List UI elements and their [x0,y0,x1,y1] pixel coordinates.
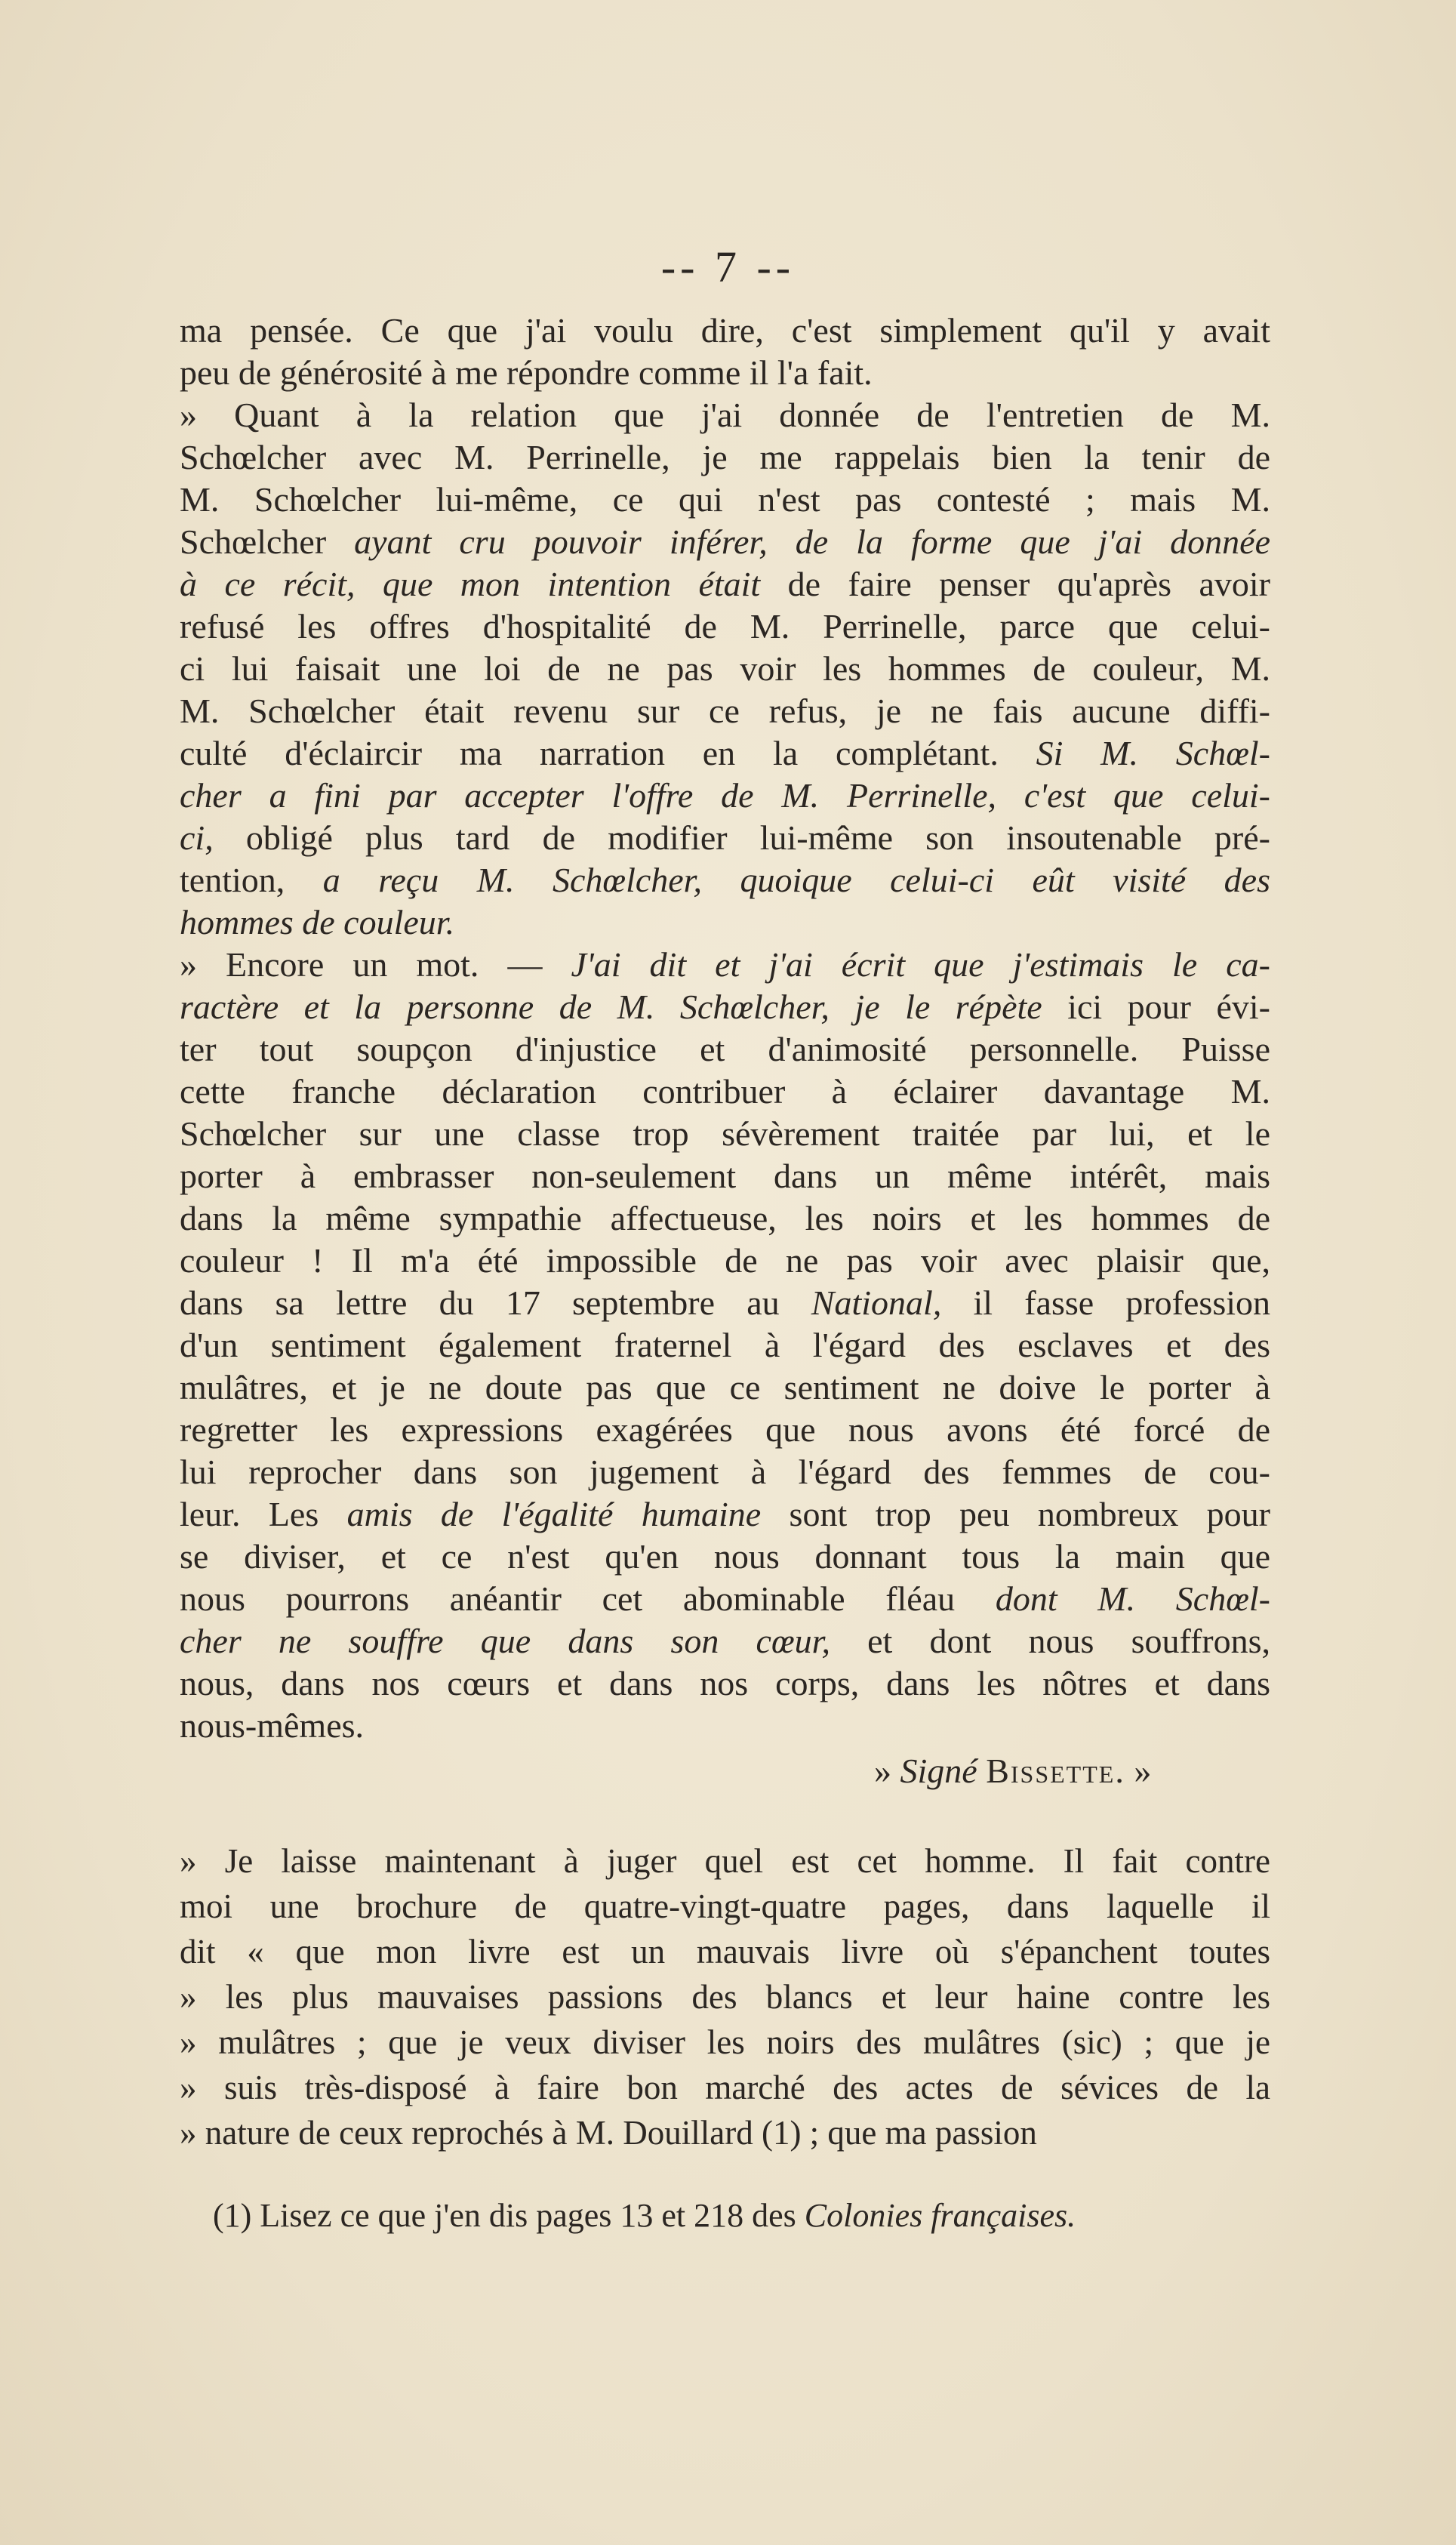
italic-text: hommes de couleur. [180,903,455,941]
text-line [180,775,1270,817]
text-line [180,563,1270,605]
italic-text: a reçu M. Schœlcher, quoique celui-ci eût visité des [322,861,1271,899]
text-segment: lui reprocher dans son jugement à l'égard des femmes de cou- [180,1453,1270,1491]
text-line [180,1240,1270,1282]
text-line [180,1409,1270,1451]
text-segment: d'un sentiment également fraternel à l'égard des esclaves et des [180,1326,1270,1364]
text-segment: M. Schœlcher était revenu sur ce refus, je ne fais aucune diffi- [180,692,1270,730]
text-line: » suis très-disposé à faire bon marché des actes de sévices de la [180,2069,1270,2106]
text-line: moi une brochure de quatre-vingt-quatre pages, dans laquelle il [180,1887,1270,1925]
footnote-title: Colonies françaises. [804,2197,1076,2234]
text-line: » les plus mauvaises passions des blancs et leur haine contre les [180,1978,1270,2016]
text-segment: leur. Les [180,1495,347,1533]
italic-text: ci, [180,818,214,857]
text-line [180,1493,1270,1536]
text-segment: tention, [180,861,323,899]
text-segment: regretter les expressions exagérées que nous avons été forcé de [180,1410,1270,1449]
text-line: » mulâtres ; que je veux diviser les noirs des mulâtres (sic) ; que je [180,2023,1270,2061]
text-segment: » Quant à la relation que j'ai donnée de l'entretien de M. [180,396,1270,434]
text-line [180,1451,1270,1493]
text-line: dit « que mon livre est un mauvais livre où s'épanchent toutes [180,1933,1270,1970]
text-segment: Schœlcher [180,522,355,561]
text-segment: cette franche déclaration contribuer à éclairer davantage M. [180,1072,1270,1111]
text-segment: refusé les offres d'hospitalité de M. Perrinelle, parce que celui- [180,607,1270,645]
text-line [180,944,1270,986]
signature-signe: Signé [900,1752,977,1790]
text-line [180,648,1270,690]
italic-text: à ce récit, que mon intention était [180,565,761,603]
text-segment: se diviser, et ce n'est qu'en nous donnant tous la main que [180,1537,1270,1576]
text-line [180,1536,1270,1578]
text-segment: peu de générosité à me répondre comme il l'a fait. [180,353,873,392]
text-segment: nous-mêmes. [180,1706,365,1745]
text-line [180,1620,1270,1662]
text-line [180,1113,1270,1155]
text-line [180,479,1270,521]
text-line [180,1197,1270,1240]
text-line [180,1282,1270,1324]
italic-text: amis de l'égalité humaine [346,1495,762,1533]
footnote [213,2193,1076,2238]
text-line [180,1071,1270,1113]
text-segment: ma pensée. Ce que j'ai voulu dire, c'est simplement qu'il y avait [180,311,1270,350]
page-number: -- 7 -- [660,242,796,291]
footnote-text: (1) Lisez ce que j'en dis pages 13 et 218 des [213,2197,805,2234]
text-segment: obligé plus tard de modifier lui-même son insoutenable pré- [213,818,1270,857]
italic-text: ayant cru pouvoir inférer, de la forme que j'ai donnée [354,522,1270,561]
text-segment: et dont nous souffrons, [830,1622,1270,1660]
italic-text: National, [811,1283,942,1322]
text-line [180,1578,1270,1620]
text-line [180,1705,1270,1747]
text-segment: porter à embrasser non-seulement dans un même intérêt, mais [180,1157,1270,1195]
text-line [180,986,1270,1028]
text-segment: couleur ! Il m'a été impossible de ne pas voir avec plaisir que, [180,1241,1270,1280]
text-segment: ci lui faisait une loi de ne pas voir les hommes de couleur, M. [180,649,1270,688]
signature [874,1750,1151,1792]
text-line [180,817,1270,859]
text-segment: M. Schœlcher lui-même, ce qui n'est pas contesté ; mais M. [180,480,1270,519]
narrative-text [180,1838,1270,2155]
text-segment: de faire penser qu'après avoir [760,565,1270,603]
signature-close: » [1125,1752,1152,1790]
text-line [180,1366,1270,1409]
text-segment: dans sa lettre du 17 septembre au [180,1283,811,1322]
italic-text: cher ne souffre que dans son cœur, [180,1622,830,1660]
signature-name: Bissette. [986,1752,1125,1790]
italic-text: ractère et la personne de M. Schœlcher, je le répète [180,987,1042,1026]
italic-text: cher a fini par accepter l'offre de M. Perrinelle, c'est que celui- [180,776,1270,815]
letter-text [180,310,1270,1747]
text-line [180,732,1270,775]
text-line: » Je laisse maintenant à juger quel est cet homme. Il fait contre [180,1842,1270,1880]
text-segment: nous, dans nos cœurs et dans nos corps, dans les nôtres et dans [180,1664,1270,1702]
text-line [180,394,1270,436]
text-segment: ter tout soupçon d'injustice et d'animosité personnelle. Puisse [180,1030,1270,1068]
text-segment: dans la même sympathie affectueuse, les noirs et les hommes de [180,1199,1270,1237]
text-segment: sont trop peu nombreux pour [761,1495,1270,1533]
italic-text: J'ai dit et j'ai écrit que j'estimais le ca- [571,945,1270,984]
text-segment: Schœlcher sur une classe trop sévèrement traitée par lui, et le [180,1114,1270,1153]
text-line [180,352,1270,394]
text-line [180,859,1270,901]
text-segment: il fasse profession [941,1283,1271,1322]
text-segment: nous pourrons anéantir cet abominable fléau [180,1579,996,1618]
text-line [180,1324,1270,1366]
text-line [180,1662,1270,1705]
text-line: » nature de ceux reprochés à M. Douillard (1) ; que ma passion [180,2114,1037,2152]
text-segment: ici pour évi- [1042,987,1270,1026]
text-segment: mulâtres, et je ne doute pas que ce sentiment ne doive le porter à [180,1368,1270,1407]
text-line [180,1028,1270,1071]
text-segment: » Encore un mot. — [180,945,571,984]
signature-open: » [874,1752,900,1790]
text-line [180,901,1270,944]
italic-text: dont M. Schœl- [995,1579,1270,1618]
text-line [180,1155,1270,1197]
text-line [180,521,1270,563]
text-line [180,436,1270,479]
text-segment: Schœlcher avec M. Perrinelle, je me rappelais bien la tenir de [180,438,1270,476]
text-line [180,310,1270,352]
text-line [180,605,1270,648]
text-segment: culté d'éclaircir ma narration en la complétant. [180,734,1036,772]
italic-text: Si M. Schœl- [1036,734,1270,772]
text-line [180,690,1270,732]
